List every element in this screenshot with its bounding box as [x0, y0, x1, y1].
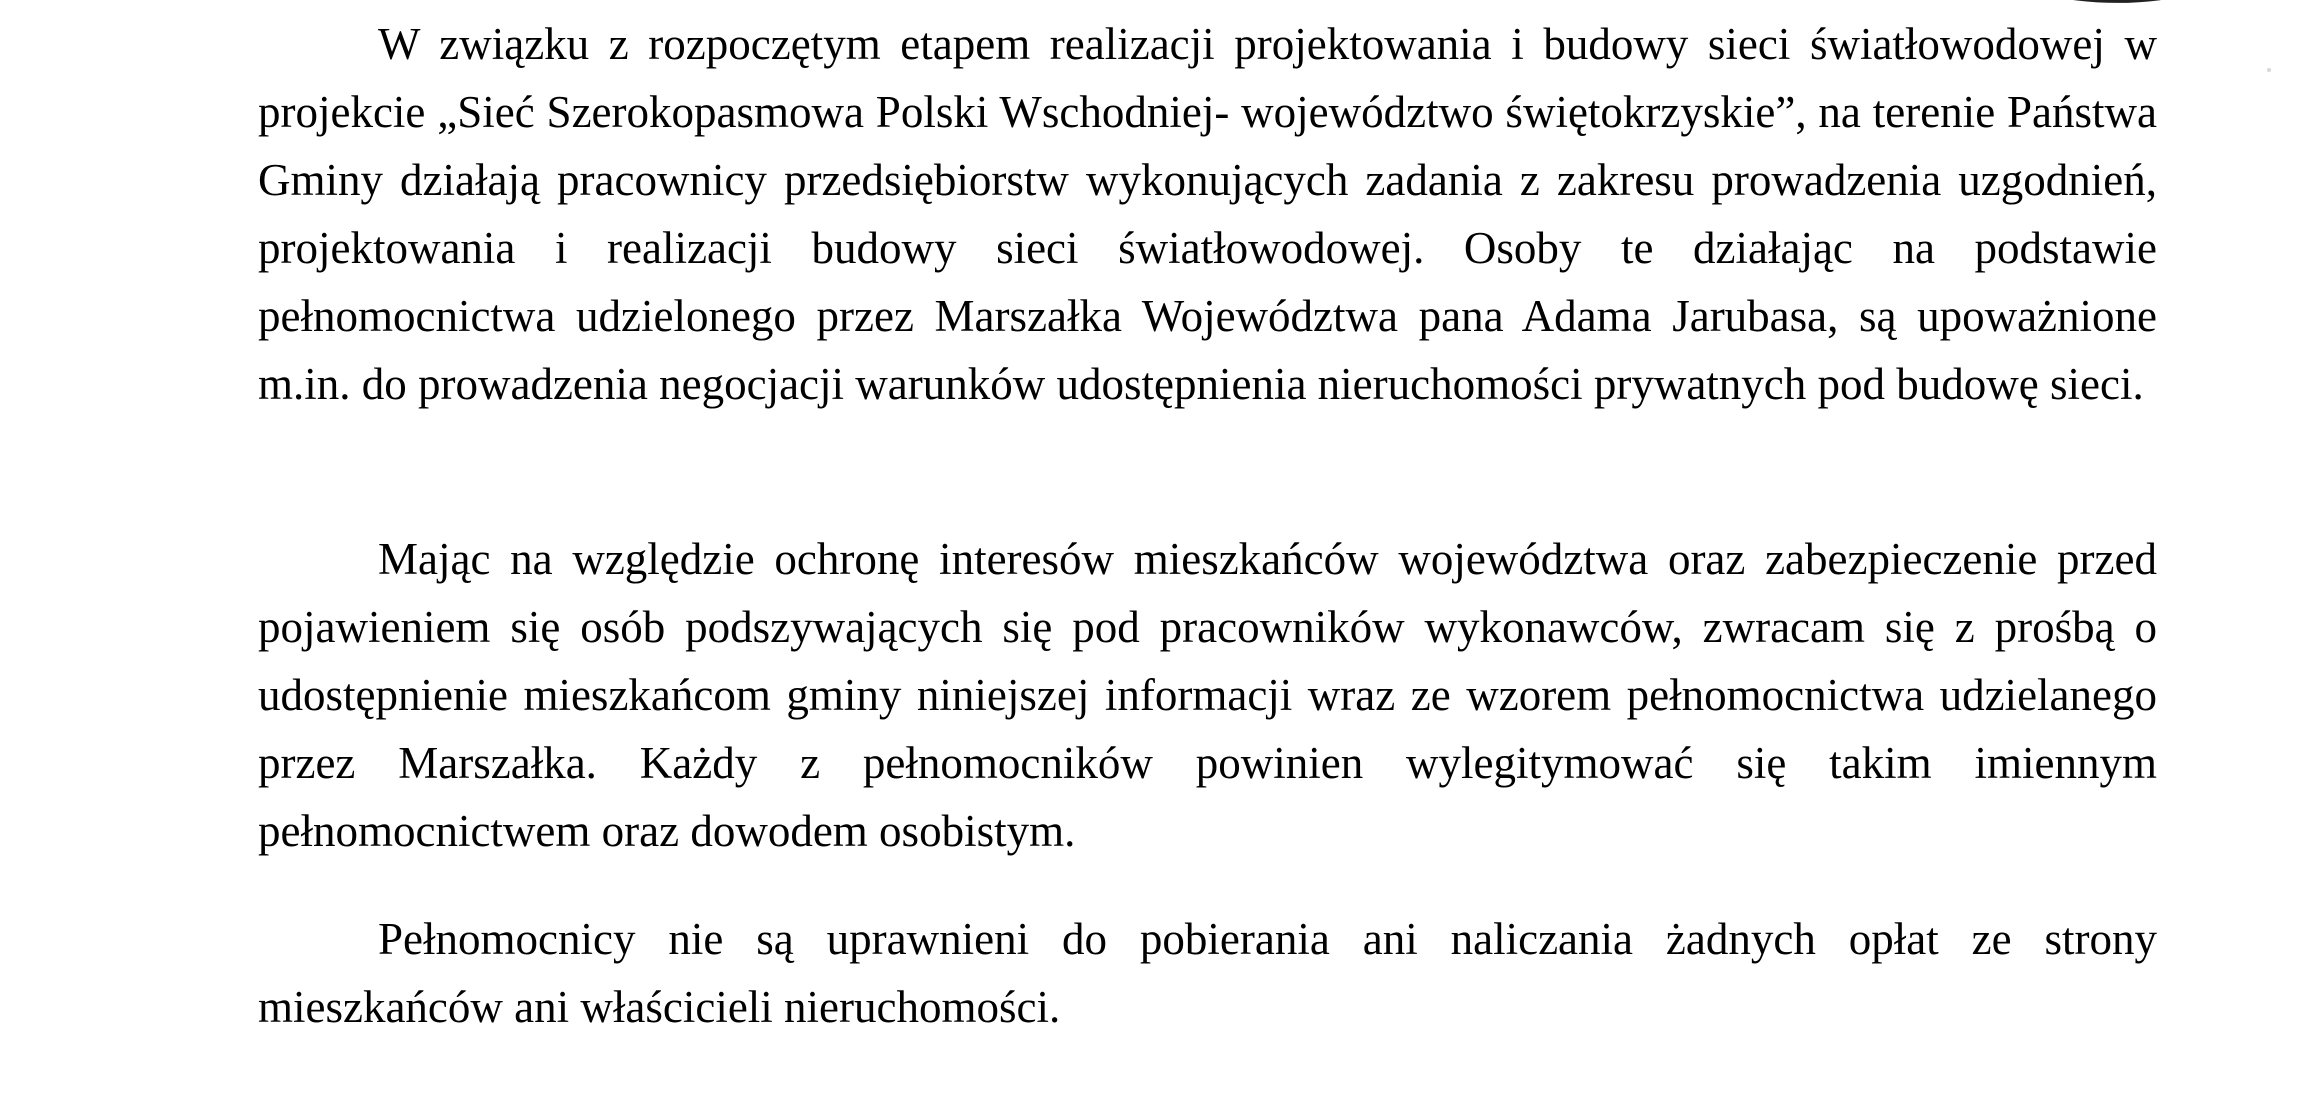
scan-speck: [2267, 68, 2271, 72]
paragraph-3: Pełnomocnicy nie są uprawnieni do pobierania ani naliczania żadnych opłat ze strony mieszkańców ani właścicieli nieruchomości.: [258, 914, 2157, 1032]
paragraph-2: Mając na względzie ochronę interesów mieszkańców województwa oraz zabezpieczenie przed pojawieniem się osób podszywających się pod pracowników wykonawców, zwracam się z prośbą o udostępnienie mieszkańcom gminy niniejszej informacji wraz ze wzorem pełnomocnictwa udzielanego przez Marszałka. Każdy z pełnomocników powinien wylegitymować się takim imiennym pełnomocnictwem oraz dowodem osobistym.: [258, 534, 2157, 856]
paragraph-1: W związku z rozpoczętym etapem realizacji projektowania i budowy sieci światłowodowej w projekcie „Sieć Szerokopasmowa Polski Wschodniej- województwo świętokrzyskie”, na terenie Państwa Gminy działają pracownicy przedsiębiorstw wykonujących zadania z zakresu prowadzenia uzgodnień, projektowania i realizacji budowy sieci światłowodowej. Osoby te działając na podstawie pełnomocnictwa udzielonego przez Marszałka Województwa pana Adama Jarubasa, są upoważnione m.in. do prowadzenia negocjacji warunków udostępnienia nieruchomości prywatnych pod budowę sieci.: [258, 19, 2157, 409]
